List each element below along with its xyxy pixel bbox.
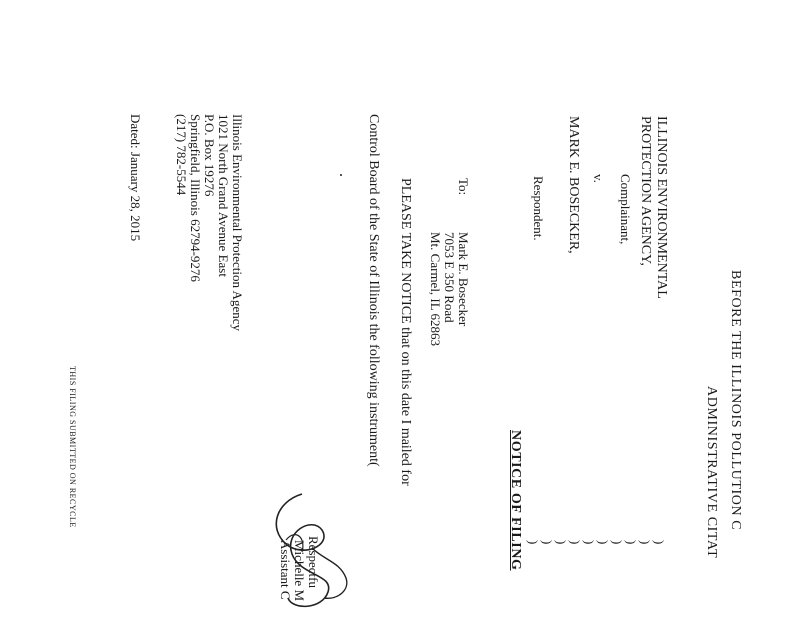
caption-bracket: ) (554, 540, 569, 545)
caption-bracket: ) (610, 540, 625, 545)
caption-bracket: ) (568, 540, 583, 545)
recycled-paper-footer: THIS FILING SUBMITTED ON RECYCLE (68, 366, 77, 528)
caption-bracket: ) (652, 540, 667, 545)
board-title: BEFORE THE ILLINOIS POLLUTION C (728, 270, 743, 531)
caption-bracket: ) (638, 540, 653, 545)
caption-bracket: ) (624, 540, 639, 545)
case-type: ADMINISTRATIVE CITAT (704, 386, 719, 559)
complainant-line-2: PROTECTION AGENCY, (638, 116, 653, 266)
notice-heading: NOTICE OF FILING (508, 430, 523, 571)
dated-line: Dated: January 28, 2015 (128, 114, 143, 242)
addressee-line-2: 7053 E 350 Road (442, 232, 457, 323)
agency-address-line-4: Springfield, Illinois 62794-9276 (188, 114, 203, 282)
caption-bracket: ) (582, 540, 597, 545)
signature-line-2: Michelle M (292, 540, 307, 602)
respondent-name: MARK E. BOSECKER, (566, 116, 581, 254)
notice-body-line-1: PLEASE TAKE NOTICE that on this date I mailed for (398, 178, 413, 486)
caption-bracket: ) (540, 540, 555, 545)
caption-bracket: ) (596, 540, 611, 545)
versus: v. (591, 174, 606, 183)
caption-bracket: ) (526, 540, 541, 545)
addressee-line-1: Mark E. Bosecker (456, 232, 471, 327)
agency-address-line-3: P.O. Box 19276 (202, 114, 217, 197)
complainant-role: Complainant, (618, 174, 633, 245)
addressee-line-3: Mt. Carmel, IL 62863 (428, 232, 443, 346)
signature-line-1: Respectfu (306, 536, 321, 588)
to-label: To: (456, 178, 471, 196)
notice-body-line-2: Control Board of the State of Illinois the following instrument( (366, 114, 381, 467)
respondent-role: Respondent. (531, 176, 546, 241)
complainant-line-1: ILLINOIS ENVIRONMENTAL (654, 116, 669, 299)
agency-address-line-1: Illinois Environmental Protection Agency (230, 114, 245, 331)
speck-mark (340, 174, 342, 176)
handwritten-signature (262, 488, 352, 618)
signature-line-3: Assistant C (278, 540, 293, 600)
agency-address-line-2: 1021 North Grand Avenue East (216, 114, 231, 277)
agency-address-line-5: (217) 782-5544 (174, 114, 189, 196)
